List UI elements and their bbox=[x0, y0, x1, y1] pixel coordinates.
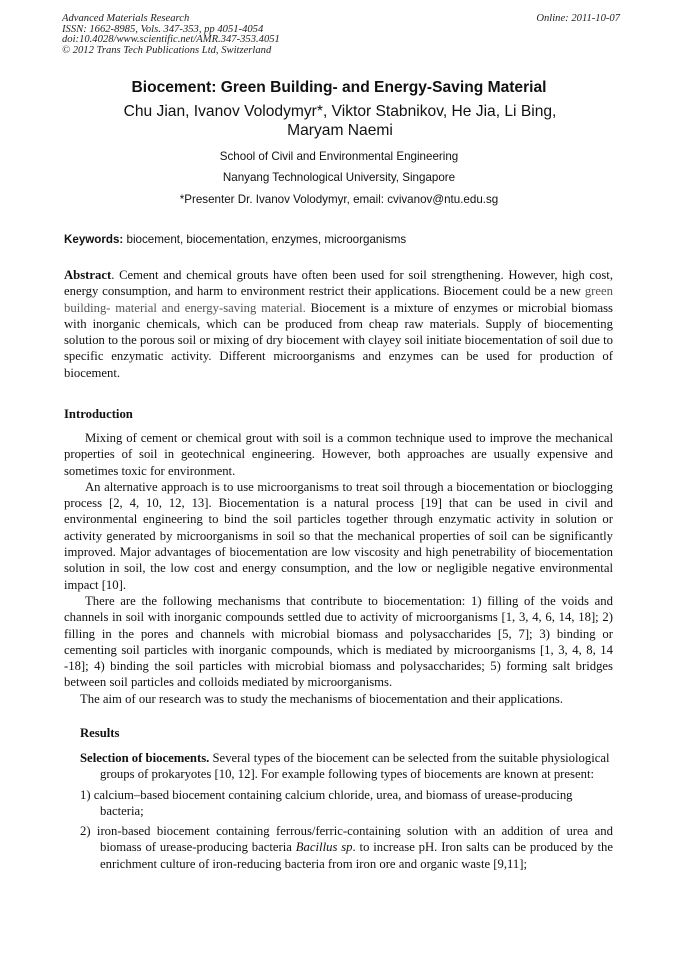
list-item: 1) calcium–based biocement containing calcium chloride, urea, and biomass of urease-producing bacteria; bbox=[80, 787, 573, 818]
abstract-part-3: Biocement is a mixture of enzymes or microbial biomass with inorganic chemicals, which can be produced from cheap raw materials. Supply of biocementing solution to the porous soil or mixing of dry biocement with clayey soil initiate biocementation of soil due to specific enzymatic activity. Different microorganisms and enzymes can be used for production of biocement. bbox=[64, 300, 613, 380]
journal-doi: doi:10.4028/www.scientific.net/AMR.347-353.4051 bbox=[62, 34, 280, 46]
authors-line-1: Chu Jian, Ivanov Volodymyr*, Viktor Stabnikov, He Jia, Li Bing, bbox=[123, 103, 557, 120]
journal-header bbox=[62, 14, 280, 56]
abstract bbox=[64, 267, 613, 381]
presenter-email: *Presenter Dr. Ivanov Volodymyr, email: cvivanov@ntu.edu.sg bbox=[179, 193, 499, 206]
results-heading: Results bbox=[80, 726, 120, 740]
list-item bbox=[80, 823, 613, 872]
journal-copyright: © 2012 Trans Tech Publications Ltd, Switzerland bbox=[62, 44, 272, 56]
journal-name: Advanced Materials Research bbox=[62, 13, 190, 24]
online-date: Online: 2011-10-07 bbox=[536, 13, 620, 24]
intro-paragraph: An alternative approach is to use microorganisms to treat soil through a biocementation or bioclogging process [2, 4, 10, 12, 13]. Biocementation is a natural process [19] that can be used in civil and environmental engineering to bind the soil particles together through enzymatic activity in solution or activity generated by microorganisms in soil so that the mechanical properties of soil can be significantly improved. Major advantages of biocementation are low viscosity and high penetrability of biocementation solution in soil, the low cost and energy consumption, and the low or negligible negative environmental impact [10]. bbox=[64, 479, 613, 592]
list-item-text: 2) iron-based biocement containing ferrous/ferric-containing solution with an addition of urea and biomass of urease-producing bacteria bbox=[80, 824, 613, 855]
intro-paragraph: The aim of our research was to study the mechanisms of biocementation and their applications. bbox=[80, 691, 564, 706]
authors-line-2: Maryam Naemi bbox=[287, 122, 393, 139]
abstract-part-1: . Cement and chemical grouts have often been used for soil strengthening. However, high cost, energy consumption, and harm to environment restrict their applications. Biocement could be a new bbox=[64, 268, 613, 299]
intro-paragraph: Mixing of cement or chemical grout with soil is a common technique used to improve the mechanical properties of soil in geotechnical engineering. However, both approaches are usually expensive and sometimes toxic for environment. bbox=[64, 431, 613, 478]
introduction-heading: Introduction bbox=[64, 407, 133, 421]
selection-label: Selection of biocements. bbox=[80, 751, 210, 765]
paper-title: Biocement: Green Building- and Energy-Saving Material bbox=[131, 79, 547, 96]
keywords bbox=[64, 233, 406, 247]
list-item-text: . to increase pH. Iron salts can be produced by the enrichment culture of iron-reducing bacteria from iron ore and organic waste [9,11]; bbox=[100, 840, 613, 871]
species-name: Bacillus sp bbox=[295, 840, 353, 855]
affiliation-university: Nanyang Technological University, Singapore bbox=[222, 171, 456, 184]
intro-paragraph: There are the following mechanisms that contribute to biocementation: 1) filling of the voids and channels in soil with inorganic compounds settled due to activity of microorganisms [1, 3, 4, 6, 14, 18]; 2) filling in the pores and channels with microbial biomass and polysaccharides [5, 7]; 3) binding or cementing soil particles with inorganic compounds, which is mediated by microorganisms [1, 3, 4, 8, 14 -18]; 4) binding the soil particles with microbial biomass and polysaccharides; 5) forming salt bridges between soil particles and colloids mediated by microorganisms. bbox=[64, 593, 613, 690]
keywords-label: Keywords: bbox=[64, 233, 124, 246]
journal-issn: ISSN: 1662-8985, Vols. 347-353, pp 4051-4054 bbox=[62, 23, 264, 35]
keywords-text: biocement, biocementation, enzymes, microorganisms bbox=[123, 233, 407, 246]
authors bbox=[100, 102, 580, 140]
abstract-label: Abstract bbox=[64, 268, 112, 282]
introduction-body bbox=[64, 430, 613, 707]
results-body bbox=[80, 750, 613, 872]
selection-paragraph bbox=[80, 750, 613, 783]
affiliation-school: School of Civil and Environmental Engineering bbox=[219, 150, 459, 163]
abstract-part-2: green building- material and energy-saving material. bbox=[64, 284, 613, 315]
selection-text: Several types of the biocement can be selected from the suitable physiological groups of prokaryotes [10, 12]. For example following types of biocements are known at present: bbox=[100, 751, 610, 782]
